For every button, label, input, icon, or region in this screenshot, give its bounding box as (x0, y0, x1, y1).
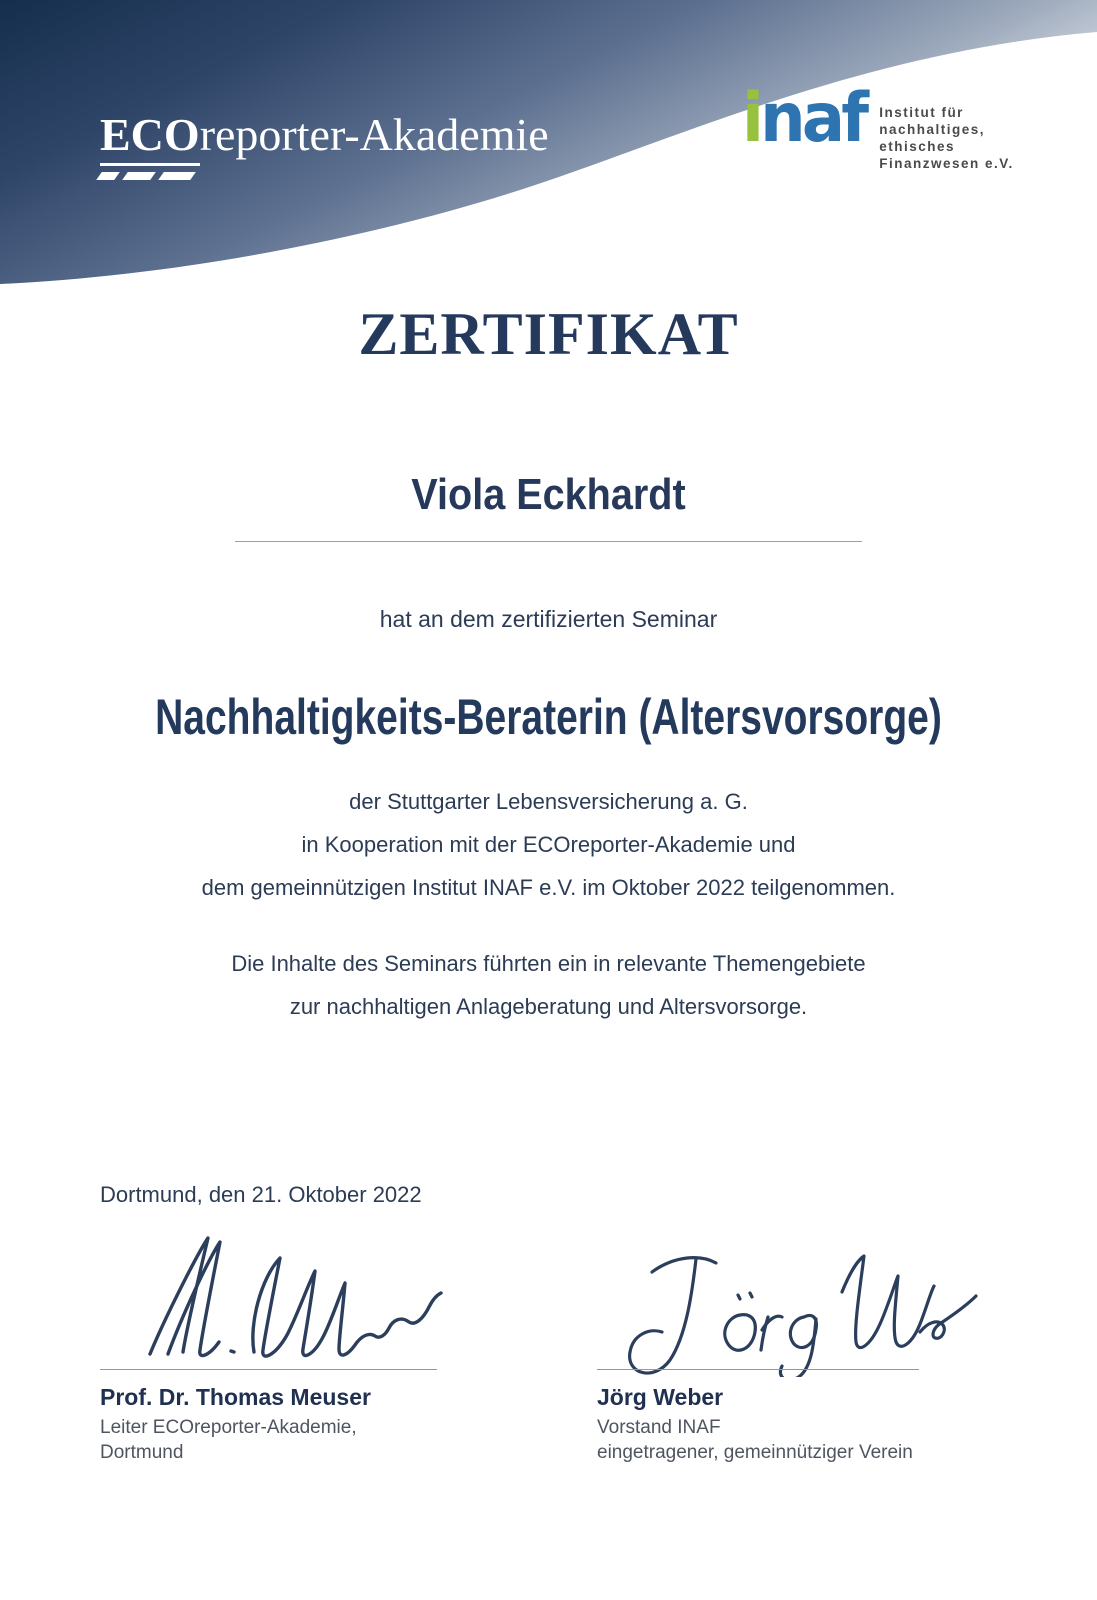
signer-role-line: eingetragener, gemeinnütziger Verein (597, 1442, 913, 1463)
place-date-line: Dortmund, den 21. Oktober 2022 (100, 1182, 422, 1207)
inaf-wordmark-icon (742, 79, 866, 158)
seminar-details-line: dem gemeinnützigen Institut INAF e.V. im Oktober 2022 teilgenommen. (201, 875, 896, 900)
eco-dash-icon (96, 172, 120, 180)
inaf-tagline-line: nachhaltiges, (879, 122, 985, 137)
signature-weber-icon (590, 1232, 1000, 1377)
seminar-details-line: der Stuttgarter Lebensversicherung a. G. (349, 789, 748, 814)
header-band (0, 0, 1097, 300)
inaf-letter-i: i (742, 79, 761, 158)
inaf-tagline-line: Institut für (879, 105, 964, 120)
signer-name: Prof. Dr. Thomas Meuser (100, 1384, 371, 1410)
ecoreporter-logo-rest: reporter-Akademie (199, 109, 549, 160)
seminar-title: Nachhaltigkeits-Beraterin (Altersvorsorge) (155, 689, 942, 745)
ecoreporter-logo (100, 109, 549, 160)
ecoreporter-logo-eco: ECO (100, 109, 200, 166)
signer-name: Jörg Weber (597, 1384, 724, 1410)
signature-rule-left (100, 1369, 437, 1370)
signature-rule-right (597, 1369, 919, 1370)
seminar-description-line: Die Inhalte des Seminars führten ein in relevante Themengebiete (231, 951, 866, 976)
eco-dash-icon (158, 172, 196, 180)
signer-role-line: Dortmund (100, 1442, 184, 1463)
signer-role-line: Vorstand INAF (597, 1417, 721, 1438)
inaf-tagline-line: Finanzwesen e.V. (879, 156, 1014, 171)
seminar-details-line: in Kooperation mit der ECOreporter-Akademie und (301, 832, 796, 857)
seminar-description (0, 942, 1097, 1028)
signer-block-weber (597, 1384, 913, 1465)
seminar-details (0, 780, 1097, 909)
certificate-title: ZERTIFIKAT (358, 301, 739, 367)
eco-dash-icon (122, 172, 156, 180)
signature-meuser-icon (102, 1232, 462, 1372)
signer-block-meuser (100, 1384, 371, 1465)
intro-text: hat an dem zertifizierten Seminar (379, 606, 718, 632)
inaf-letters-naf: naf (760, 79, 866, 158)
inaf-tagline (879, 104, 1014, 172)
signer-role-line: Leiter ECOreporter-Akademie, (100, 1417, 357, 1438)
inaf-logo (742, 79, 1014, 172)
inaf-tagline-line: ethisches (879, 139, 955, 154)
seminar-description-line: zur nachhaltigen Anlageberatung und Altersvorsorge. (289, 994, 808, 1019)
recipient-name: Viola Eckhardt (411, 470, 686, 519)
ecoreporter-dashes-icon (99, 172, 193, 180)
recipient-name-underline (235, 541, 862, 542)
